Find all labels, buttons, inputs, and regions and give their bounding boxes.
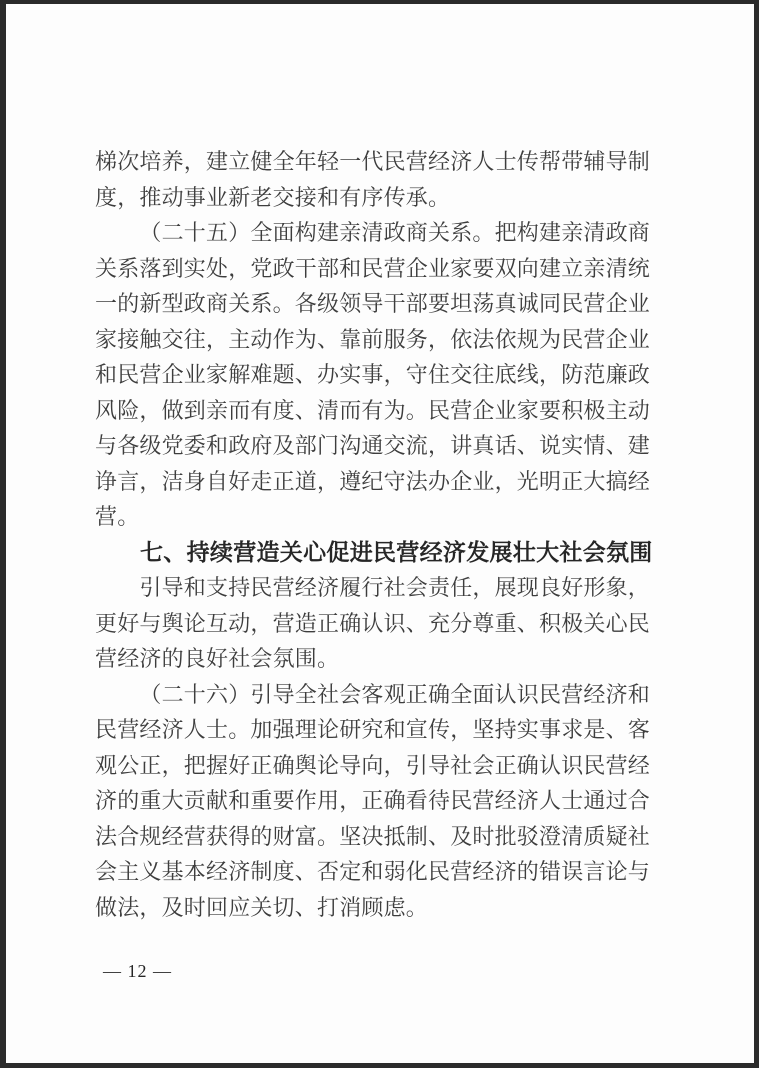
text-line: 民营经济人士。加强理论研究和宣传，坚持实事求是、客 bbox=[95, 717, 651, 742]
text-line: 做法，及时回应关切、打消顾虑。 bbox=[95, 894, 429, 920]
document-body bbox=[95, 144, 657, 925]
text-line: 和民营企业家解难题、办实事，守住交往底线，防范廉政 bbox=[95, 362, 651, 387]
text-line: 营经济的良好社会氛围。 bbox=[95, 646, 340, 671]
text-line: 营。 bbox=[95, 504, 140, 529]
text-line: 一的新型政商关系。各级领导干部要坦荡真诚同民营企业 bbox=[95, 291, 651, 316]
text-line: 风险，做到亲而有度、清而有为。民营企业家要积极主动 bbox=[95, 397, 651, 423]
text-line: 济的重大贡献和重要作用，正确看待民营经济人士通过合 bbox=[95, 788, 651, 813]
section-heading: 七、持续营造关心促进民营经济发展壮大社会氛围 bbox=[140, 539, 653, 565]
text-line: 更好与舆论互动，营造正确认识、充分尊重、积极关心民 bbox=[95, 610, 651, 636]
text-line: （二十六）引导全社会客观正确全面认识民营经济和 bbox=[139, 681, 650, 707]
text-line: （二十五）全面构建亲清政商关系。把构建亲清政商 bbox=[139, 220, 650, 245]
text-line: 会主义基本经济制度、否定和弱化民营经济的错误言论与 bbox=[95, 859, 651, 884]
text-line: 法合规经营获得的财富。坚决抵制、及时批驳澄清质疑社 bbox=[95, 823, 651, 849]
page-number: — 12 — bbox=[103, 961, 172, 981]
text-line: 度，推动事业新老交接和有序传承。 bbox=[95, 184, 451, 210]
text-line: 观公正，把握好正确舆论导向，引导社会正确认识民营经 bbox=[95, 752, 651, 778]
text-line: 与各级党委和政府及部门沟通交流，讲真话、说实情、建 bbox=[95, 433, 651, 458]
text-line: 梯次培养，建立健全年轻一代民营经济人士传帮带辅导制 bbox=[95, 149, 651, 174]
text-line: 诤言，洁身自好走正道，遵纪守法办企业，光明正大搞经 bbox=[95, 468, 651, 494]
text-line: 引导和支持民营经济履行社会责任，展现良好形象， bbox=[139, 575, 650, 600]
text-line: 家接触交往，主动作为、靠前服务，依法依规为民营企业 bbox=[95, 326, 651, 352]
document-page bbox=[6, 4, 754, 1063]
text-line: 关系落到实处，党政干部和民营企业家要双向建立亲清统 bbox=[95, 255, 651, 281]
